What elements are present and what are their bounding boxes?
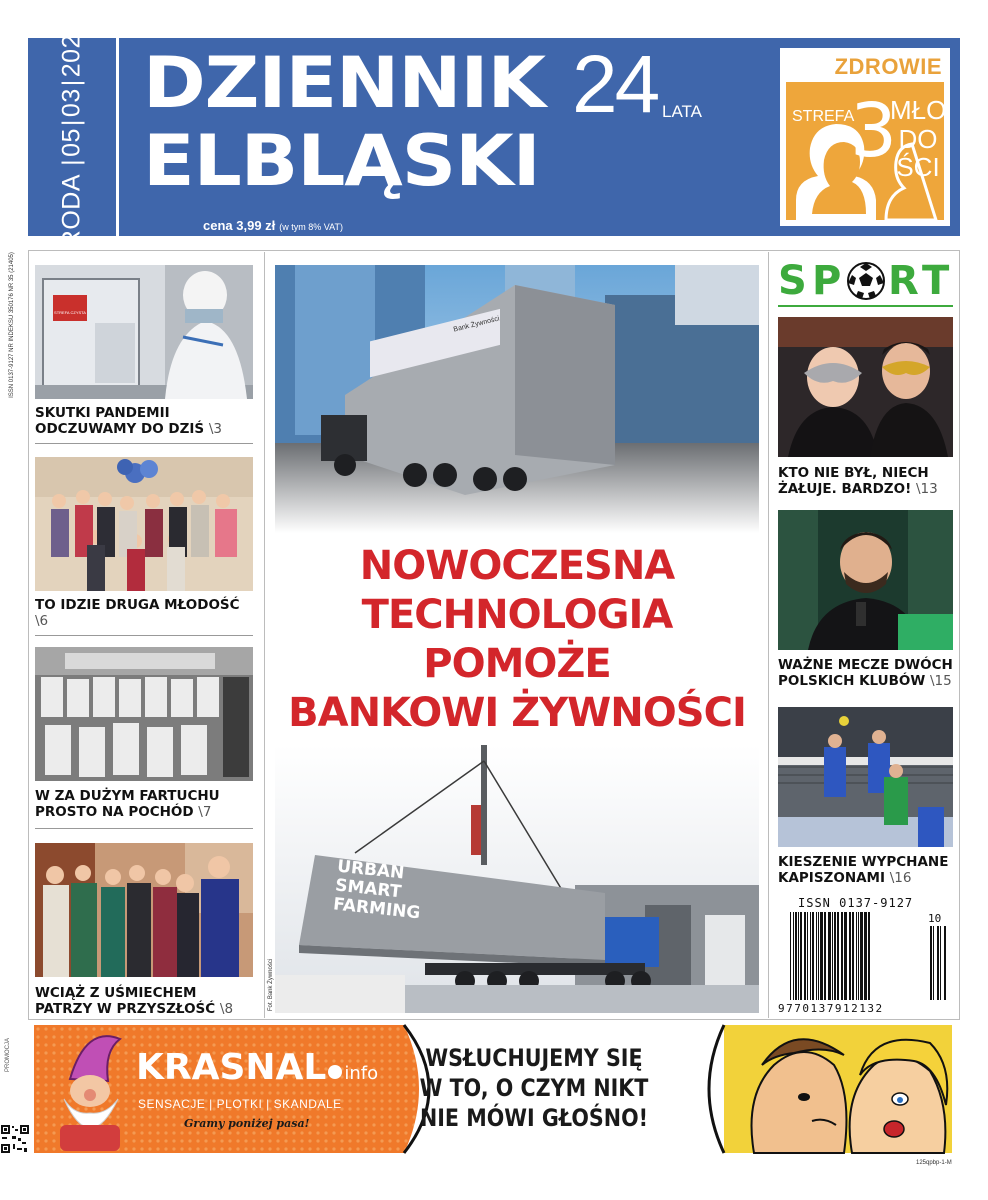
date-block [28,10,116,266]
masthead-divider [116,38,119,236]
headline-pandemic[interactable]: SKUTKI PANDEMII ODCZUWAMY DO DZIŚ \3 [35,405,222,437]
barcode-addon-bar [944,926,946,1000]
archival-nurses-photo[interactable] [35,647,253,781]
barcode-bar [804,912,806,1000]
sign-text: STREFA CZYSTA [54,310,86,315]
anniversary-label: LATA [662,102,702,121]
barcode-bar [834,912,836,1000]
title-dziennik: DZIENNIK [143,42,545,124]
barcode-bar [816,912,817,1000]
headline-smile[interactable]: WCIĄŻ Z UŚMIECHEM PATRZY W PRZYSZŁOŚĆ \8 [35,985,234,1017]
photo-illustration [35,265,253,399]
comic-faces-icon [724,1025,952,1153]
barcode-bar [849,912,851,1000]
barcode-bar [812,912,814,1000]
barcode-addon-bar [930,926,932,1000]
divider [35,443,253,444]
barcode-bar [832,912,833,1000]
strefa-number: 3 [850,88,898,174]
barcode-bar [818,912,819,1000]
barcode-number: 9770137912132 [778,1002,884,1015]
zdrowie-title: ZDROWIE [834,54,942,79]
truck-banner: Bank Żywności [452,315,501,334]
barcode-addon-bar [933,926,934,1000]
krasnal-slogan: Gramy poniżej pasa! [184,1117,310,1130]
divider [35,635,253,636]
mlodosci-label: MŁO DO ŚCI [890,95,947,183]
headline-apron[interactable]: W ZA DUŻYM FARTUCHU PROSTO NA POCHÓD \7 [35,788,220,820]
side-issn: ISSN 0137-9127 NR INDEKSU 350176 NR 35 (21405) [9,252,15,398]
issue-code: 10 [928,912,942,925]
photo-illustration [778,317,953,457]
container-label: URBAN SMART FARMING [332,856,422,924]
barcode-bar [868,912,870,1000]
barcode-addon-bar [940,926,941,1000]
photo-illustration [778,707,953,847]
barcode-bar [856,912,857,1000]
issue-date: ŚRODA |05|03|2025| [57,10,86,266]
photo-illustration [35,457,253,591]
barcode-bar [828,912,831,1000]
seniors-group-photo[interactable] [35,457,253,591]
anniversary-number: 24 [572,39,658,130]
barcode-bar [798,912,799,1000]
promo-label: PROMOCJA [5,1037,11,1073]
krasnal-tagline: SENSACJE | PLOTKI | SKANDALE [138,1097,342,1111]
barcode-bar [807,912,808,1000]
photo-illustration [778,510,953,650]
photo-illustration [35,647,253,781]
barcode-bar [820,912,823,1000]
strefa-mlodosci-logo [786,82,947,220]
headline-second-youth[interactable]: TO IDZIE DRUGA MŁODOŚĆ \6 [35,597,240,629]
gnome-icon [46,1029,136,1153]
strefa-label: STREFA [792,108,855,125]
barcode-bar [844,912,847,1000]
krasnal-ad[interactable] [34,1025,952,1153]
qr-code-icon [0,1124,30,1154]
photo-credit: Fot. Bank Żywności [268,958,274,1012]
barcode-bar [852,912,854,1000]
barcode-bar [858,912,859,1000]
main-headline[interactable]: NOWOCZESNA TECHNOLOGIA POMOŻE BANKOWI ŻYWNOŚCI [288,543,746,736]
masthead [28,10,960,266]
barcode-bar [795,912,797,1000]
barcode-bar [810,912,811,1000]
barcode-bar [790,912,791,1000]
barcode-bar [841,912,843,1000]
barcode-bar [793,912,794,1000]
barcode-bar [824,912,826,1000]
sport-section-title[interactable]: S P R T [778,258,950,304]
truck-container-photo[interactable] [275,265,759,533]
press-conference-photo[interactable] [778,510,953,650]
barcode-bar [837,912,839,1000]
barcode [788,912,948,1004]
family-photo[interactable] [35,843,253,977]
divider [35,828,253,829]
headline-important-matches[interactable]: WAŻNE MECZE DWÓCH POLSKICH KLUBÓW \15 [778,657,953,689]
zdrowie-promo[interactable] [780,48,950,226]
photo-illustration [35,843,253,977]
photo-illustration [275,265,759,533]
price: cena 3,99 zł (w tym 8% VAT) [203,218,343,233]
masquerade-photo[interactable] [778,317,953,457]
issn-label: ISSN 0137-9127 [798,896,914,910]
headline-pockets[interactable]: KIESZENIE WYPCHANE KAPISZONAMI \16 [778,854,949,886]
barcode-addon-bar [937,926,939,1000]
barcode-bar [864,912,867,1000]
column-divider-right [768,252,769,1018]
football-icon [846,261,886,301]
ad-bubble-text: WSŁUCHUJEMY SIĘ W TO, O CZYM NIKT NIE MÓWI GŁOŚNO! [419,1044,649,1132]
krasnal-logo: KRASNAL info [136,1047,379,1088]
barcode-bar [860,912,863,1000]
crane-container-photo[interactable] [275,745,759,1013]
volleyball-photo[interactable] [778,707,953,847]
column-divider-left [264,252,265,1018]
ad-code: 125qpbp-1-M [916,1160,952,1166]
pandemic-photo[interactable] [35,265,253,399]
barcode-bar [800,912,802,1000]
title-elblaski: ELBLĄSKI [143,120,540,202]
sport-rule [778,305,953,307]
headline-masquerade[interactable]: KTO NIE BYŁ, NIECH ŻAŁUJE. BARDZO! \13 [778,465,938,497]
